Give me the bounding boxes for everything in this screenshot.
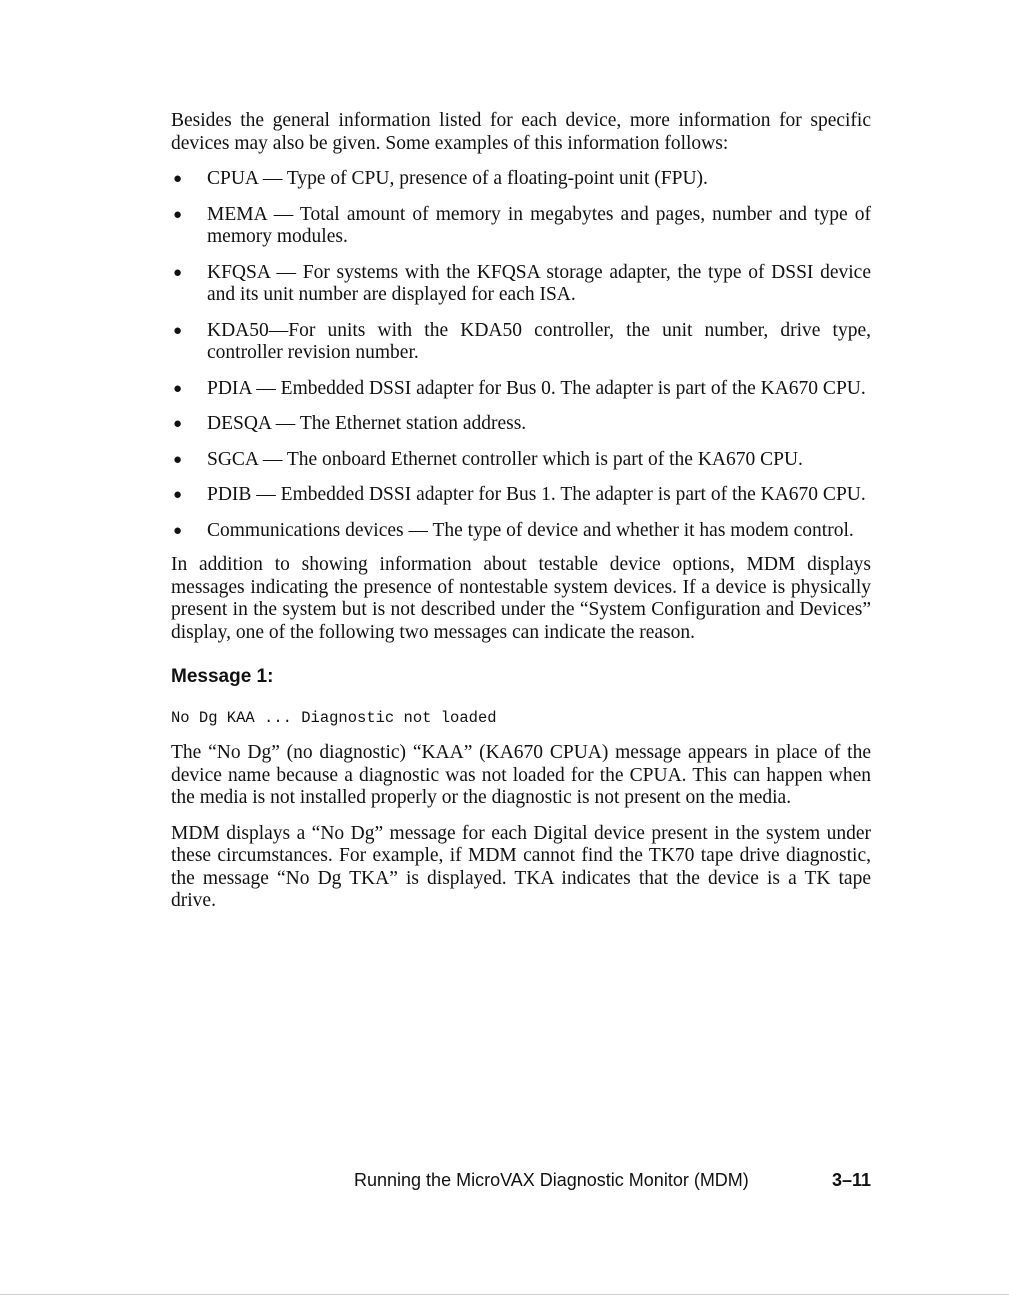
- explanation-paragraph-2: MDM displays a “No Dg” message for each Digital device present in the system under these circumstances. For example, if MDM cannot find the TK70 tape drive diagnostic, the message “No Dg TKA” is displayed. TKA indicates that the device is a TK tape drive.: [171, 822, 871, 911]
- bullet-icon: ●: [173, 264, 183, 281]
- list-item: ● PDIA — Embedded DSSI adapter for Bus 0. The adapter is part of the KA670 CPU.: [173, 377, 866, 399]
- document-page: [171, 110, 871, 913]
- page-footer: [354, 1170, 871, 1191]
- device-info-list: [171, 168, 871, 542]
- bullet-icon: ●: [173, 206, 183, 223]
- list-item: ● MEMA — Total amount of memory in megabytes and pages, number and type of memory modules.: [173, 203, 871, 247]
- list-item: ● Communications devices — The type of device and whether it has modem control.: [173, 519, 854, 541]
- bullet-icon: ●: [173, 171, 183, 187]
- intro-paragraph: Besides the general information listed for each device, more information for specific devices may also be given. Some examples of this information follows:: [171, 110, 871, 154]
- footer-title: Running the MicroVAX Diagnostic Monitor (MDM): [354, 1170, 749, 1190]
- list-item: ● PDIB — Embedded DSSI adapter for Bus 1. The adapter is part of the KA670 CPU.: [173, 484, 866, 505]
- bullet-icon: ●: [173, 451, 183, 468]
- message-heading: Message 1:: [171, 666, 274, 687]
- page-number: 3–11: [831, 1170, 871, 1190]
- message-code: No Dg KAA ... Diagnostic not loaded: [171, 709, 497, 727]
- bullet-icon: ●: [173, 522, 183, 539]
- bottom-edge-rule: [0, 1294, 1009, 1295]
- bullet-icon: ●: [173, 487, 183, 503]
- bullet-icon: ●: [173, 380, 183, 397]
- list-item: ● KFQSA — For systems with the KFQSA storage adapter, the type of DSSI device and its unit number are displayed for each ISA.: [173, 261, 871, 305]
- list-item: ● CPUA — Type of CPU, presence of a floating-point unit (FPU).: [173, 168, 708, 189]
- bullet-icon: ●: [173, 322, 183, 339]
- list-item: ● DESQA — The Ethernet station address.: [173, 413, 527, 434]
- list-item: ● KDA50—For units with the KDA50 controller, the unit number, drive type, controller revision number.: [173, 319, 871, 363]
- list-item: ● SGCA — The onboard Ethernet controller which is part of the KA670 CPU.: [173, 448, 803, 470]
- bullet-icon: ●: [173, 416, 183, 432]
- explanation-paragraph-1: The “No Dg” (no diagnostic) “KAA” (KA670 CPUA) message appears in place of the device name because a diagnostic was not loaded for the CPUA. This can happen when the media is not installed properly or the diagnostic is not present on the media.: [171, 742, 871, 808]
- addition-paragraph: In addition to showing information about testable device options, MDM displays messages indicating the presence of nontestable system devices. If a device is physically present in the system but is not described under the “System Configuration and Devices” display, one of the following two messages can indicate the reason.: [171, 554, 871, 643]
